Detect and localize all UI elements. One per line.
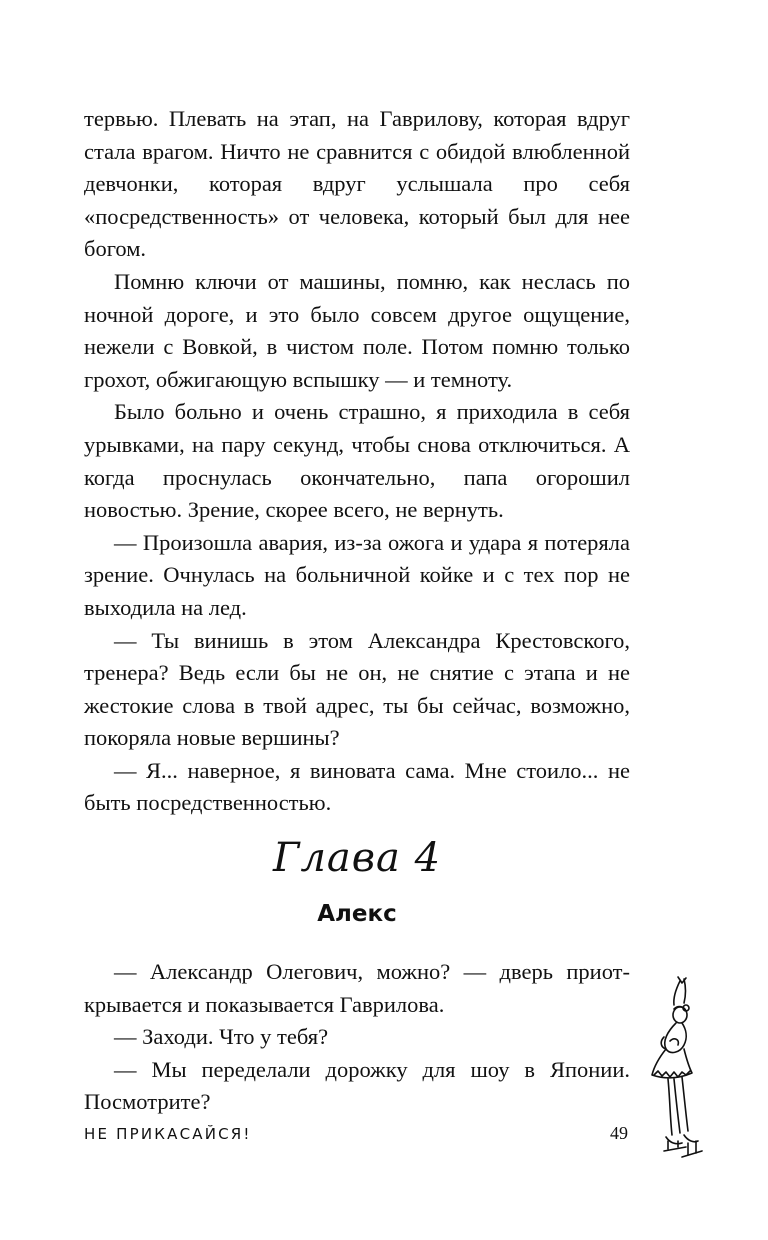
chapter-text-block [84, 956, 630, 1119]
paragraph: Было больно и очень страшно, я приходила в себя урывками, на пару секунд, чтобы снова отключиться. А когда проснулась окончательно, папа огорошил новостью. Зрение, скорее всего, не вернуть. [84, 399, 630, 523]
paragraph: тервью. Плевать на этап, на Гаврилову, которая вдруг стала врагом. Ничто не сравнится с обидой влюбленной девчонки, которая вдруг услышала про себя «посредственность» от человека, который был для нее богом. [84, 106, 630, 262]
chapter-subtitle: Алекс [317, 901, 397, 927]
paragraph: Помню ключи от машины, помню, как неслась по ночной дороге, и это было совсем другое ощущение, нежели с Вовкой, в чистом поле. Потом помню только грохот, обжигающую вспышку — и темноту. [84, 268, 630, 392]
dialogue-line: — Мы переделали дорожку для шоу в Японии. Посмотрите? [84, 1056, 630, 1115]
running-title: НЕ ПРИКАСАЙСЯ! [84, 1125, 252, 1143]
dialogue-line: — Александр Олегович, можно? — дверь приоткрывается и показывается Гаврилова. [84, 959, 630, 1017]
dialogue-line: — Я... наверное, я виновата сама. Мне стоило... не быть посредственностью. [84, 757, 630, 816]
figure-skater-icon [640, 975, 714, 1175]
page-number: 49 [610, 1123, 628, 1143]
main-text-block [84, 103, 630, 820]
chapter-title: Глава 4 [272, 835, 442, 881]
dialogue-line: — Ты винишь в этом Александра Крестовского, тренера? Ведь если бы не он, не снятие с этапа и не жестокие слова в твой адрес, ты бы сейчас, возможно, покоряла новые вершины? [84, 627, 630, 751]
dialogue-line: — Произошла авария, из-за ожога и удара я потеряла зрение. Очнулась на больничной койке и с тех пор не выходила на лед. [84, 529, 630, 620]
dialogue-line: — Заходи. Что у тебя? [114, 1024, 329, 1050]
